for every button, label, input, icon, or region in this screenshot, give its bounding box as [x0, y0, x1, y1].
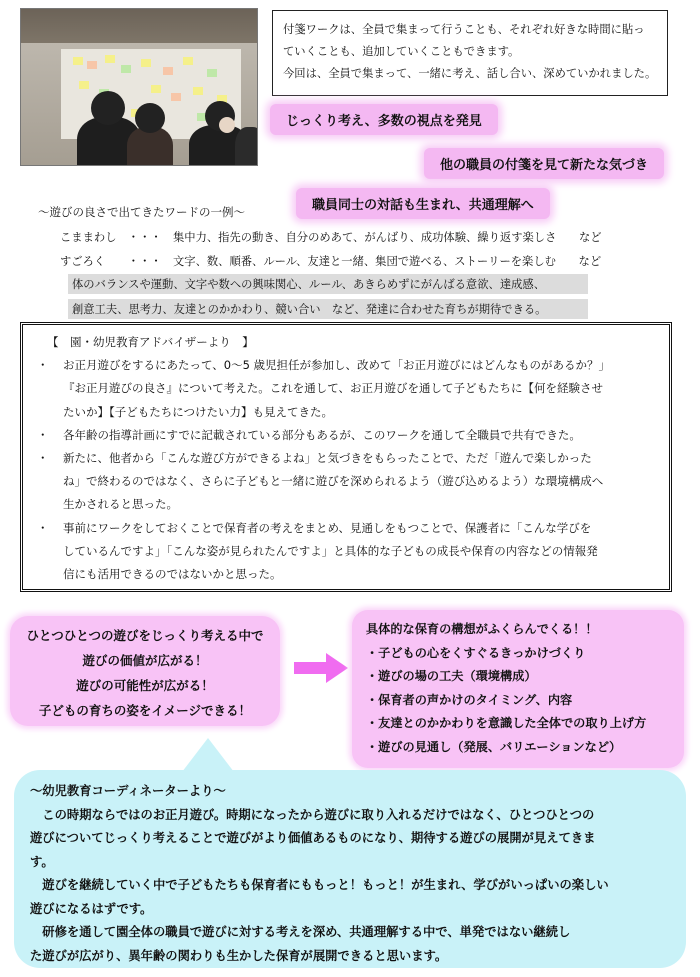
- bullet-mark: ・: [37, 358, 49, 373]
- play-value-box: [10, 616, 280, 726]
- coordinator-line: 遊びについてじっくり考えることで遊びがより価値あるものになり、期待する遊びの展開が見えてきま: [30, 831, 596, 845]
- coordinator-line: 遊びになるはずです。: [30, 901, 153, 916]
- childcare-plan-box: [352, 610, 684, 768]
- note-line: ていくことも、追加していくこともできます。: [283, 45, 520, 58]
- bullet-line: たいか】【子どもたちにつけたい力】も見えてきた。: [63, 404, 334, 419]
- examples-title: ～遊びの良さで出てきたワードの一例～: [38, 205, 245, 219]
- coordinator-line: 遊びを継続していく中で子どもたちも保育者にももっと！もっと！が生まれ、学びがいっぱいの楽しい: [30, 878, 609, 892]
- examples-summary-line: 体のバランスや運動、文字や数への興味関心、ルール、あきらめずにがんばる意欲、達成感、: [68, 274, 588, 294]
- coordinator-line: た遊びが広がり、異年齢の関わりも生かした保育が展開できると思います。: [30, 948, 448, 963]
- highlight-new-awareness: 他の職員の付箋を見て新たな気づき: [424, 148, 664, 179]
- bullet-line: しているんですよ」「こんな姿が見られたんですよ」と具体的な子どもの成長や保育の内容などの情報発: [63, 543, 598, 558]
- workshop-photo: [20, 8, 258, 166]
- play-value-line: 遊びの可能性が広がる！: [76, 678, 214, 693]
- play-value-line: 遊びの価値が広がる！: [82, 653, 208, 668]
- advisor-comments-box: [20, 322, 672, 592]
- workshop-note: [272, 10, 668, 96]
- bullet-line: ね」で終わるのではなく、さらに子どもと一緒に遊びを深められるよう（遊び込めるよう）な環境構成へ: [63, 474, 604, 489]
- advisor-bullet: [37, 447, 657, 517]
- highlight-discovery: じっくり考え、多数の視点を発見: [270, 104, 498, 135]
- speech-bubble-tail: [182, 738, 234, 772]
- examples-summary-line: 創意工夫、思考力、友達とのかかわり、競い合い など、発達に合わせた育ちが期待できる。: [68, 299, 588, 319]
- play-value-line: 子どもの育ちの姿をイメージできる！: [38, 703, 252, 718]
- right-arrow-head-icon: [326, 653, 348, 683]
- note-line: 今回は、全員で集まって、一緒に考え、話し合い、深めていかれました。: [283, 67, 657, 80]
- coordinator-line: この時期ならではのお正月遊び。時期になったから遊びに取り入れるだけではなく、ひとつひとつの: [30, 807, 595, 822]
- right-arrow-icon: [294, 662, 328, 674]
- bullet-line: 信にも活用できるのではないかと思った。: [63, 567, 282, 582]
- coordinator-line: 研修を通して園全体の職員で遊びに対する考えを深め、共通理解する中で、単発ではない継続し: [30, 925, 571, 939]
- childcare-plan-item: ・遊びの場の工夫（環境構成）: [366, 669, 537, 683]
- bullet-line: お正月遊びをするにあたって、0～5 歳児担任が参加し、改めて「お正月遊びにはどんなものがあるか？」: [63, 358, 611, 373]
- example-row-koma: こままわし ・・・ 集中力、指先の動き、自分のめあて、がんばり、成功体験、繰り返す楽しさ など: [60, 231, 602, 244]
- advisor-heading: 【 園・幼児教育アドバイザーより 】: [47, 335, 254, 349]
- childcare-plan-item: ・友達とのかかわりを意識した全体での取り上げ方: [366, 716, 647, 730]
- childcare-plan-item: ・保育者の声かけのタイミング、内容: [366, 692, 573, 707]
- note-line: 付箋ワークは、全員で集まって行うことも、それぞれ好きな時間に貼っ: [283, 23, 645, 36]
- childcare-plan-item: ・子どもの心をくすぐるきっかけづくり: [366, 645, 586, 660]
- bullet-line: 新たに、他者から「こんな遊び方ができるよね」と気づきをもらったことで、ただ「遊んで楽しかった: [63, 451, 592, 466]
- play-value-line: ひとつひとつの遊びをじっくり考える中で: [26, 628, 264, 643]
- coordinator-speech-bubble: [14, 770, 686, 968]
- childcare-plan-title: 具体的な保育の構想がふくらんでくる！！: [366, 622, 598, 636]
- bullet-mark: ・: [37, 427, 49, 442]
- example-row-sugoroku: すごろく ・・・ 文字、数、順番、ルール、友達と一緒、集団で遊べる、ストーリーを楽しむ など: [60, 255, 602, 268]
- bullet-line: 各年齢の指導計画にすでに記載されている部分もあるが、このワークを通して全職員で共有できた。: [63, 427, 581, 442]
- advisor-bullet: [37, 354, 657, 424]
- childcare-plan-item: ・遊びの見通し（発展、バリエーションなど）: [366, 739, 622, 754]
- bullet-line: 『お正月遊びの良さ』について考えた。これを通して、お正月遊びを通して子どもたちに【何を経験させ: [63, 381, 604, 396]
- advisor-bullet: [37, 424, 657, 447]
- bullet-line: 事前にワークをしておくことで保育者の考えをまとめ、見通しをもつことで、保護者に「こんな学びを: [63, 520, 592, 535]
- bullet-mark: ・: [37, 451, 49, 466]
- highlight-dialogue: 職員同士の対話も生まれ、共通理解へ: [296, 188, 550, 219]
- coordinator-line: す。: [30, 854, 54, 869]
- advisor-bullet: [37, 517, 657, 587]
- bullet-mark: ・: [37, 520, 49, 535]
- bullet-line: 生かされると思った。: [63, 497, 178, 512]
- coordinator-heading: ～幼児教育コーディネーターより～: [30, 784, 226, 798]
